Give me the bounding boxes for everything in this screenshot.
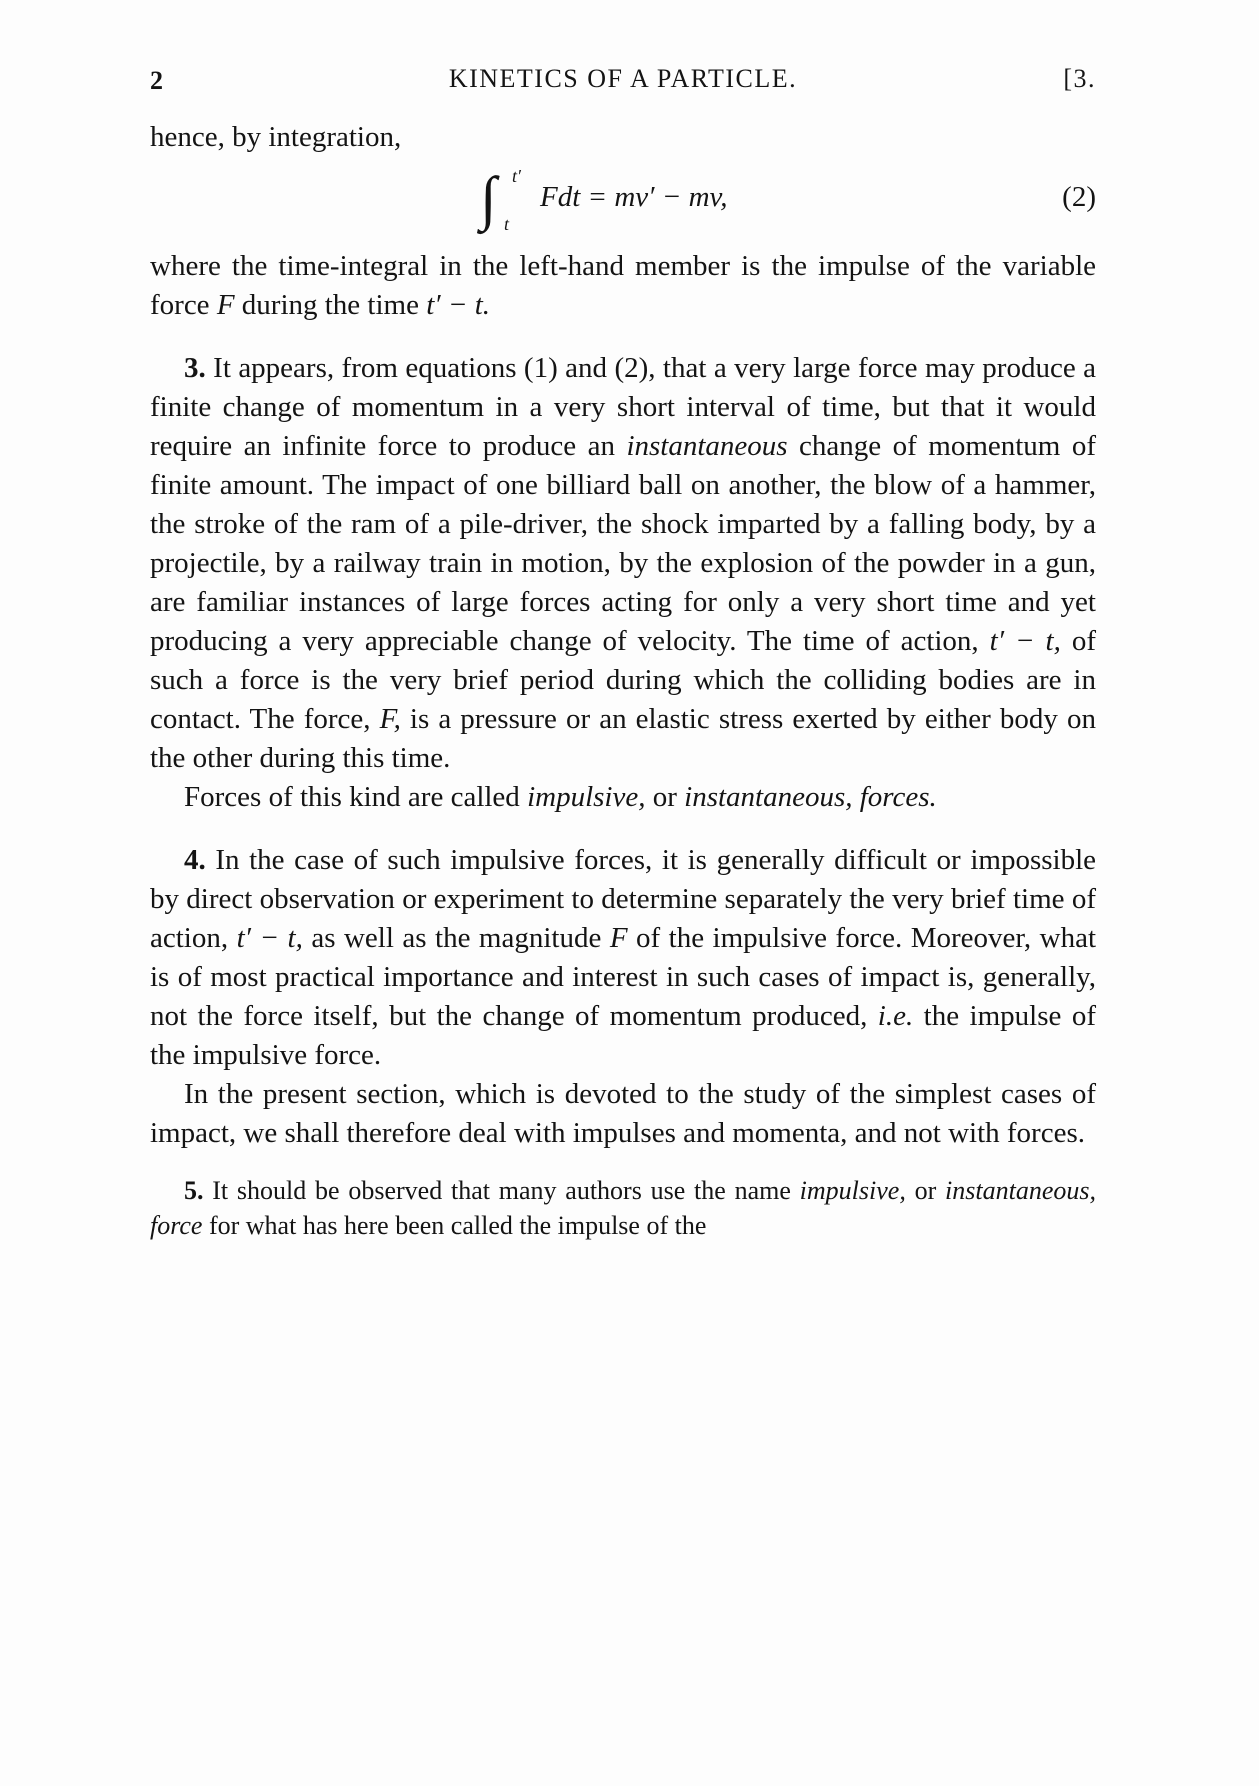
paragraph-4-continued: In the present section, which is devoted to the study of the simplest cases of impact, we shall therefore deal with impulses and momenta, and not with forces. bbox=[150, 1078, 1096, 1149]
paragraph-3: 3. It appears, from equations (1) and (2), that a very large force may produce a finite change of momentum in a very short interval of time, but that it would require an infinite force to produce an instantaneous change of momentum of finite amount. The impact of one billiard ball on another, the blow of a hammer, the stroke of the ram of a pile-driver, the shock imparted by a falling body, by a projectile, by a railway train in motion, by the explosion of the powder in a gun, are familiar instances of large forces acting for only a very short time and yet producing a very appreciable change of velocity. The time of action, t′ − t, of such a force is the very brief period during which the colliding bodies are in contact. The force, F, is a pressure or an elastic stress exerted by either body on the other during this time. bbox=[150, 352, 1096, 774]
paragraph-number: 5. bbox=[184, 1176, 204, 1205]
running-title: KINETICS OF A PARTICLE. bbox=[448, 64, 798, 93]
integral-upper-limit: t′ bbox=[512, 166, 521, 186]
equation-lead-in: hence, by integration, bbox=[150, 121, 402, 153]
paragraph-3-continued: Forces of this kind are called impulsive, or instantaneous, forces. bbox=[184, 781, 937, 813]
page-body bbox=[150, 118, 1096, 1243]
integral-lower-limit: t bbox=[504, 214, 510, 234]
equation-number: (2) bbox=[1062, 181, 1096, 213]
page-number: 2 bbox=[150, 66, 165, 95]
paragraph-number: 4. bbox=[184, 844, 206, 876]
paragraph-5: 5. It should be observed that many authors use the name impulsive, or instantaneous, force for what has here been called the impulse of the bbox=[150, 1176, 1096, 1240]
paragraph-impulse-definition: where the time-integral in the left-hand member is the impulse of the variable force F during the time t′ − t. bbox=[150, 250, 1096, 321]
paragraph-number: 3. bbox=[184, 352, 206, 384]
running-header bbox=[150, 60, 1096, 100]
equation-body: Fdt = mv′ − mv, bbox=[540, 181, 728, 213]
integral-sign: ∫ bbox=[480, 165, 497, 231]
integral-equation bbox=[150, 163, 1096, 239]
paragraph-4: 4. In the case of such impulsive forces, it is generally difficult or impossible by direct observation or experiment to determine separately the very brief time of action, t′ − t, as well as the magnitude F of the impulsive force. Moreover, what is of most practical importance and interest in such cases of impact is, generally, not the force itself, but the change of momentum produced, i.e. the impulse of the impulsive force. bbox=[150, 844, 1096, 1071]
section-marker: [3. bbox=[1063, 64, 1096, 93]
